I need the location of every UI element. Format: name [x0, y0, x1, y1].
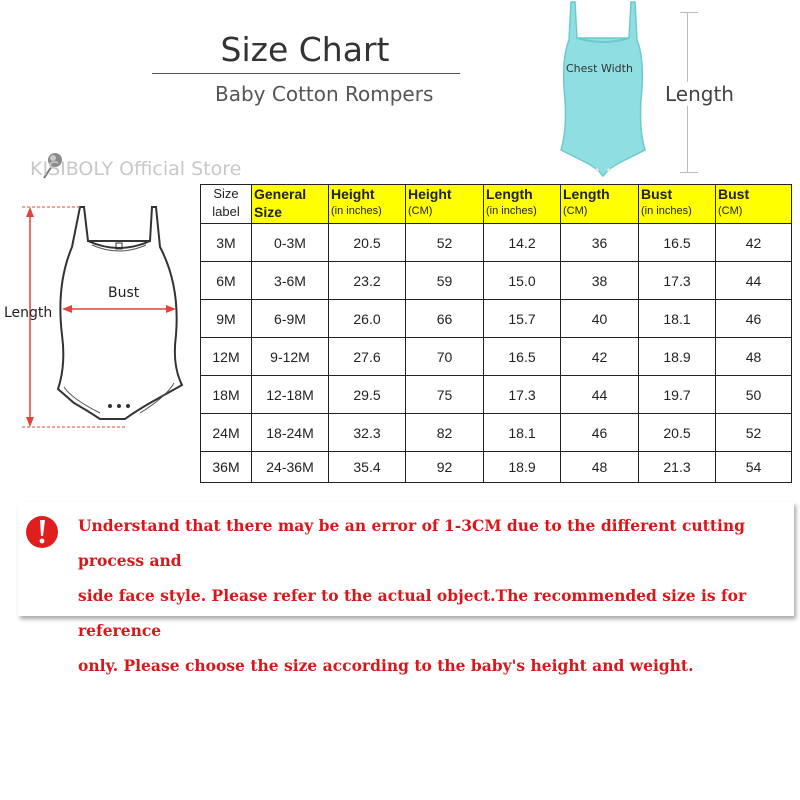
header-main: Height	[331, 186, 375, 202]
table-row	[201, 452, 792, 483]
table-row	[201, 338, 792, 376]
header-height-cm	[406, 185, 484, 224]
header-main: Length	[563, 186, 610, 202]
chest-width-label: Chest Width	[566, 62, 633, 75]
store-watermark: KISIBOLY Official Store	[30, 158, 242, 180]
header-bust-in	[639, 185, 716, 224]
disclaimer-line: Understand that there may be an error of 1-3CM due to the different cutting process and	[78, 516, 745, 570]
table-cell: 32.3	[329, 414, 406, 452]
title-divider	[152, 73, 460, 74]
table-cell: 42	[716, 224, 792, 262]
table-cell: 46	[716, 300, 792, 338]
table-cell: 18M	[201, 376, 252, 414]
header-main: Length	[486, 186, 533, 202]
header-sub: (in inches)	[331, 205, 382, 217]
table-row	[201, 300, 792, 338]
header-size-label	[201, 185, 252, 224]
table-cell: 17.3	[639, 262, 716, 300]
table-cell: 50	[716, 376, 792, 414]
table-cell: 0-3M	[252, 224, 329, 262]
header-general-size	[252, 185, 329, 224]
header-bust-cm	[716, 185, 792, 224]
table-cell: 70	[406, 338, 484, 376]
table-cell: 12-18M	[252, 376, 329, 414]
table-cell: 52	[716, 414, 792, 452]
table-cell: 15.0	[484, 262, 561, 300]
page-subtitle: Baby Cotton Rompers	[215, 82, 434, 106]
table-cell: 27.6	[329, 338, 406, 376]
table-cell: 82	[406, 414, 484, 452]
header-length-cm	[561, 185, 639, 224]
table-cell: 19.7	[639, 376, 716, 414]
table-cell: 75	[406, 376, 484, 414]
table-cell: 20.5	[329, 224, 406, 262]
table-cell: 44	[561, 376, 639, 414]
table-cell: 14.2	[484, 224, 561, 262]
table-cell: 42	[561, 338, 639, 376]
table-cell: 6M	[201, 262, 252, 300]
photo-length-label: Length	[665, 82, 734, 106]
header-main: Bust	[718, 186, 750, 202]
table-cell: 48	[561, 452, 639, 483]
header-length-in	[484, 185, 561, 224]
header-main: Height	[408, 186, 452, 202]
table-cell: 54	[716, 452, 792, 483]
table-cell: 18-24M	[252, 414, 329, 452]
table-cell: 20.5	[639, 414, 716, 452]
table-cell: 21.3	[639, 452, 716, 483]
table-row	[201, 262, 792, 300]
exclamation-icon	[24, 512, 60, 552]
romper-photo	[553, 0, 653, 180]
diagram-length-label: Length	[4, 305, 53, 321]
header-sub: Size	[254, 204, 283, 220]
page-title: Size Chart	[220, 30, 390, 69]
header-sub: (in inches)	[486, 205, 537, 217]
table-cell: 3M	[201, 224, 252, 262]
header-sub: (CM)	[718, 205, 743, 217]
table-cell: 16.5	[639, 224, 716, 262]
table-cell: 9M	[201, 300, 252, 338]
header-main: Size	[213, 186, 239, 201]
header-sub: (CM)	[408, 205, 433, 217]
table-row	[201, 224, 792, 262]
table-cell: 15.7	[484, 300, 561, 338]
table-cell: 46	[561, 414, 639, 452]
table-cell: 59	[406, 262, 484, 300]
table-cell: 29.5	[329, 376, 406, 414]
header-main: General	[254, 186, 307, 202]
table-cell: 36	[561, 224, 639, 262]
header-main: Bust	[641, 186, 673, 202]
table-cell: 36M	[201, 452, 252, 483]
length-measure-top	[680, 12, 698, 13]
table-cell: 18.9	[639, 338, 716, 376]
size-table	[200, 184, 792, 483]
table-cell: 3-6M	[252, 262, 329, 300]
table-cell: 40	[561, 300, 639, 338]
table-row	[201, 376, 792, 414]
table-row	[201, 414, 792, 452]
table-cell: 9-12M	[252, 338, 329, 376]
length-measure-bottom	[680, 172, 698, 173]
diagram-bust-label: Bust	[108, 285, 140, 301]
table-cell: 24M	[201, 414, 252, 452]
disclaimer-line: only. Please choose the size according to the baby's height and weight.	[78, 656, 694, 675]
table-cell: 16.5	[484, 338, 561, 376]
table-cell: 18.9	[484, 452, 561, 483]
header-sub: label	[212, 204, 240, 219]
disclaimer-line: side face style. Please refer to the actual object.The recommended size is for reference	[78, 586, 747, 640]
table-cell: 23.2	[329, 262, 406, 300]
table-cell: 35.4	[329, 452, 406, 483]
table-cell: 18.1	[484, 414, 561, 452]
header-sub: (in inches)	[641, 205, 692, 217]
header-sub: (CM)	[563, 205, 588, 217]
disclaimer-text	[78, 508, 788, 683]
table-cell: 52	[406, 224, 484, 262]
table-cell: 66	[406, 300, 484, 338]
table-cell: 24-36M	[252, 452, 329, 483]
table-cell: 44	[716, 262, 792, 300]
table-cell: 38	[561, 262, 639, 300]
header-height-in	[329, 185, 406, 224]
table-cell: 12M	[201, 338, 252, 376]
table-cell: 92	[406, 452, 484, 483]
table-cell: 6-9M	[252, 300, 329, 338]
table-cell: 18.1	[639, 300, 716, 338]
table-cell: 26.0	[329, 300, 406, 338]
table-header-row	[201, 185, 792, 224]
table-cell: 48	[716, 338, 792, 376]
table-cell: 17.3	[484, 376, 561, 414]
